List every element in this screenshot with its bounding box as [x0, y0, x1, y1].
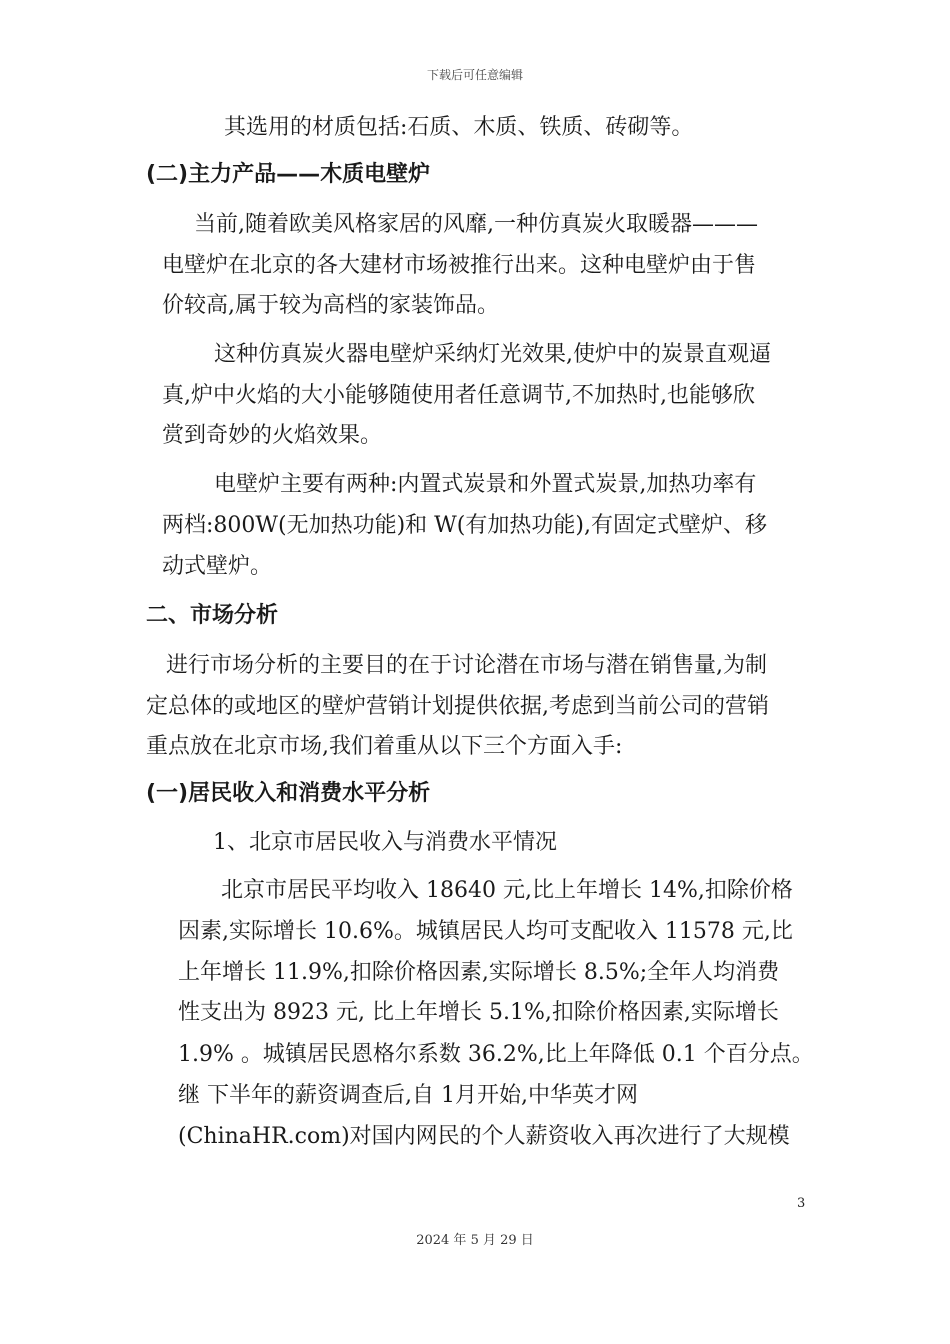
- paragraph-line: 两档:800W(无加热功能)和 W(有加热功能),有固定式壁炉、移: [162, 513, 767, 538]
- paragraph-line: 重点放在北京市场,我们着重从以下三个方面入手:: [146, 734, 623, 759]
- paragraph-line: 因素,实际增长 10.6%。城镇居民人均可支配收入 11578 元,比: [178, 919, 793, 944]
- paragraph-line: 北京市居民平均收入 18640 元,比上年增长 14%,扣除价格: [221, 878, 793, 903]
- paragraph-line: 价较高,属于较为高档的家装饰品。: [162, 293, 499, 318]
- page-header: 下载后可任意编辑: [426, 68, 523, 82]
- subsection-heading: 1、北京市居民收入与消费水平情况: [213, 830, 557, 855]
- paragraph-line: 电壁炉主要有两种:内置式炭景和外置式炭景,加热功率有: [214, 472, 757, 497]
- paragraph-line: 定总体的或地区的壁炉营销计划提供依据,考虑到当前公司的营销: [146, 694, 769, 719]
- paragraph-line: 进行市场分析的主要目的在于讨论潜在市场与潜在销售量,为制: [166, 653, 767, 678]
- page-number: 3: [797, 1196, 806, 1211]
- paragraph-line: 当前,随着欧美风格家居的风靡,一种仿真炭火取暖器———: [194, 212, 758, 237]
- section-heading-main-product: (二)主力产品——木质电壁炉: [146, 162, 431, 187]
- paragraph-line: (ChinaHR.com)对国内网民的个人薪资收入再次进行了大规模: [178, 1124, 790, 1149]
- paragraph-line: 动式壁炉。: [162, 554, 273, 579]
- page-footer-date: 2024 年 5 月 29 日: [416, 1233, 534, 1248]
- paragraph-line: 1.9% 。城镇居民恩格尔系数 36.2%,比上年降低 0.1 个百分点。: [178, 1042, 814, 1067]
- paragraph-line: 其选用的材质包括:石质、木质、铁质、砖砌等。: [224, 115, 694, 140]
- paragraph-line: 真,炉中火焰的大小能够随使用者任意调节,不加热时,也能够欣: [162, 383, 755, 408]
- paragraph-line: 性支出为 8923 元, 比上年增长 5.1%,扣除价格因素,实际增长: [178, 1000, 779, 1025]
- paragraph-line: 这种仿真炭火器电壁炉采纳灯光效果,使炉中的炭景直观逼: [214, 342, 771, 367]
- paragraph-line: 上年增长 11.9%,扣除价格因素,实际增长 8.5%;全年人均消费: [178, 960, 780, 985]
- section-heading-income: (一)居民收入和消费水平分析: [146, 781, 431, 806]
- section-heading-market-analysis: 二、市场分析: [146, 603, 279, 628]
- paragraph-line: 赏到奇妙的火焰效果。: [162, 423, 383, 448]
- paragraph-line: 电壁炉在北京的各大建材市场被推行出来。这种电壁炉由于售: [162, 253, 757, 278]
- paragraph-line: 继 下半年的薪资调查后,自 1月开始,中华英才网: [178, 1083, 638, 1108]
